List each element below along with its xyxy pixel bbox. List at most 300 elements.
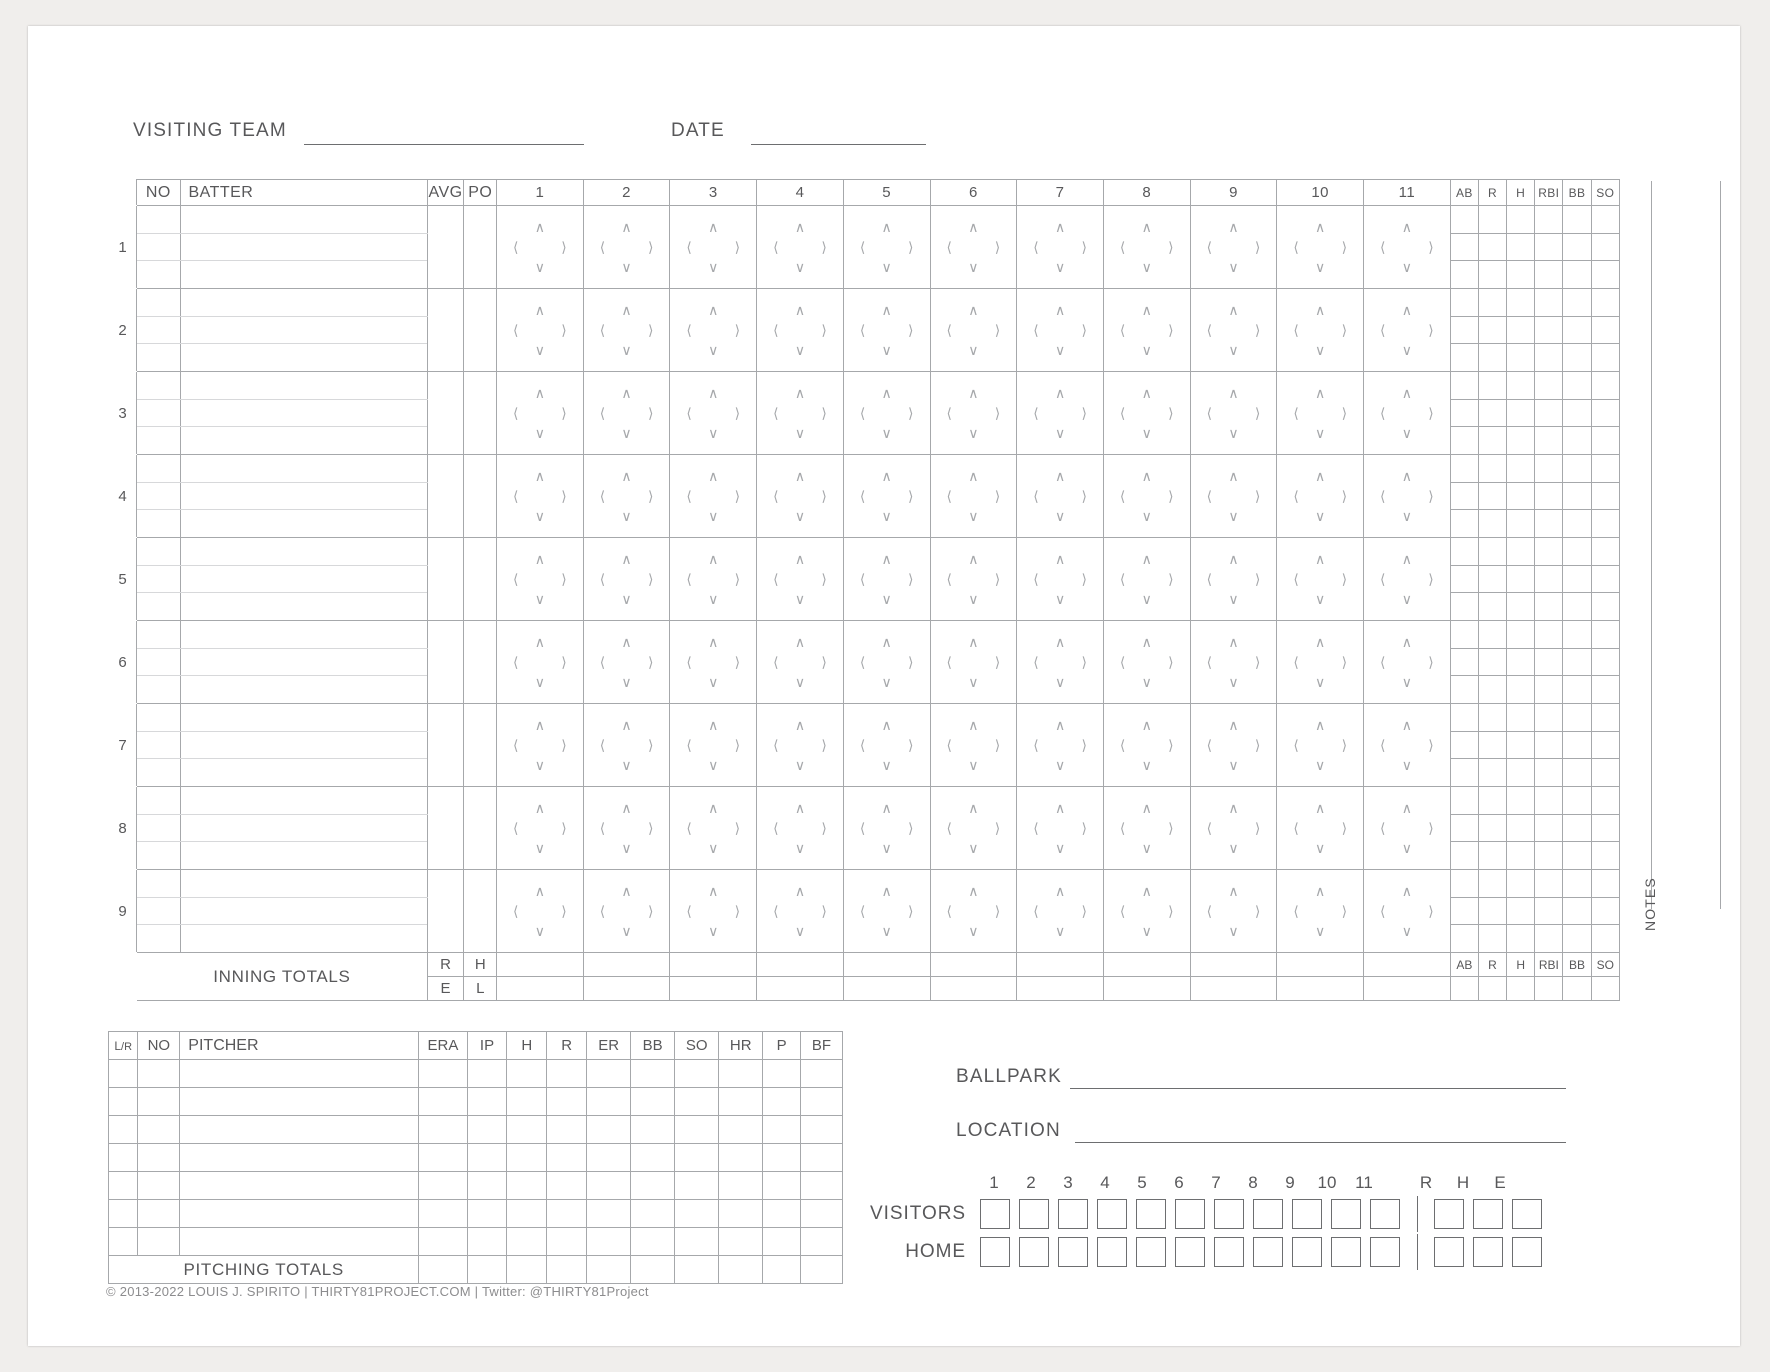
cell-stat-rbi[interactable] [1535,787,1563,815]
cell-inning-9[interactable] [1190,289,1277,372]
cell-inning-5[interactable] [843,870,930,953]
cell-batter-name[interactable] [180,233,427,261]
cell-stat-bb[interactable] [1563,538,1591,566]
cell-player-no[interactable] [137,261,180,289]
cell-stat-so[interactable] [1591,648,1619,676]
cell-pitching-p[interactable] [763,1144,801,1172]
cell-stat-ab[interactable] [1450,261,1478,289]
cell-stat-rbi[interactable] [1535,731,1563,759]
cell-stat-rbi[interactable] [1535,482,1563,510]
cell-inning-1[interactable] [497,704,584,787]
cell-pitching-bb[interactable] [631,1116,675,1144]
cell-stat-so[interactable] [1591,482,1619,510]
cell-batter-name[interactable] [180,704,427,732]
visitors-inning-6-box[interactable] [1175,1199,1205,1229]
cell-stat-rbi[interactable] [1535,870,1563,898]
cell-inning-6[interactable] [930,372,1017,455]
cell-stat-ab[interactable] [1450,593,1478,621]
cell-pitching-so[interactable] [675,1200,719,1228]
cell-inning-2[interactable] [583,206,670,289]
cell-inning-8[interactable] [1103,621,1190,704]
cell-inning-7[interactable] [1017,870,1104,953]
cell-batter-name[interactable] [180,925,427,953]
cell-pitching-era[interactable] [419,1172,467,1200]
cell-stat-h[interactable] [1507,399,1535,427]
cell-pitching-hr[interactable] [719,1088,763,1116]
cell-pitching-era[interactable] [419,1088,467,1116]
cell-stat-ab[interactable] [1450,565,1478,593]
cell-stat-h[interactable] [1507,731,1535,759]
cell-pitching-h[interactable] [507,1088,547,1116]
cell-stat-so[interactable] [1591,399,1619,427]
cell-inning-7[interactable] [1017,206,1104,289]
home-inning-9-box[interactable] [1292,1237,1322,1267]
cell-pitching-total-era[interactable] [419,1256,467,1284]
cell-inning-10[interactable] [1277,787,1364,870]
cell-player-no[interactable] [137,870,180,898]
cell-stat-bb[interactable] [1563,704,1591,732]
cell-stat-bb[interactable] [1563,427,1591,455]
cell-pitching-no[interactable] [138,1200,180,1228]
cell-inning-7[interactable] [1017,372,1104,455]
cell-inning-total-7[interactable] [1017,953,1104,977]
cell-inning-10[interactable] [1277,372,1364,455]
cell-stat-so[interactable] [1591,787,1619,815]
cell-stat-bb[interactable] [1563,787,1591,815]
cell-stat-rbi[interactable] [1535,759,1563,787]
cell-team-total-so[interactable] [1591,977,1619,1001]
home-inning-7-box[interactable] [1214,1237,1244,1267]
cell-stat-ab[interactable] [1450,233,1478,261]
cell-stat-ab[interactable] [1450,925,1478,953]
cell-inning-2[interactable] [583,704,670,787]
cell-inning-6[interactable] [930,621,1017,704]
cell-inning-total-3[interactable] [670,953,757,977]
cell-stat-h[interactable] [1507,538,1535,566]
cell-stat-ab[interactable] [1450,814,1478,842]
cell-stat-h[interactable] [1507,427,1535,455]
cell-inning-2[interactable] [583,289,670,372]
cell-stat-so[interactable] [1591,621,1619,649]
cell-stat-ab[interactable] [1450,676,1478,704]
cell-pitching-p[interactable] [763,1060,801,1088]
ballpark-input[interactable] [1070,1088,1566,1089]
cell-stat-r[interactable] [1478,731,1506,759]
cell-inning-total-2[interactable] [583,977,670,1001]
cell-stat-r[interactable] [1478,870,1506,898]
cell-inning-4[interactable] [757,538,844,621]
cell-pitching-bb[interactable] [631,1144,675,1172]
cell-pitching-total-bf[interactable] [800,1256,842,1284]
cell-pitching-h[interactable] [507,1200,547,1228]
cell-stat-rbi[interactable] [1535,372,1563,400]
cell-stat-r[interactable] [1478,621,1506,649]
cell-inning-5[interactable] [843,289,930,372]
cell-stat-r[interactable] [1478,759,1506,787]
cell-stat-r[interactable] [1478,289,1506,317]
cell-pitching-er[interactable] [587,1144,631,1172]
cell-pitching-hr[interactable] [719,1172,763,1200]
visitors-inning-4-box[interactable] [1097,1199,1127,1229]
cell-inning-9[interactable] [1190,870,1277,953]
cell-pitching-pitcher[interactable] [180,1228,419,1256]
cell-pitching-hr[interactable] [719,1144,763,1172]
cell-stat-h[interactable] [1507,233,1535,261]
cell-stat-so[interactable] [1591,925,1619,953]
cell-pitching-ip[interactable] [467,1200,507,1228]
cell-pitching-era[interactable] [419,1200,467,1228]
cell-batter-name[interactable] [180,593,427,621]
cell-pitching-er[interactable] [587,1228,631,1256]
cell-stat-so[interactable] [1591,565,1619,593]
cell-stat-r[interactable] [1478,538,1506,566]
cell-batter-name[interactable] [180,372,427,400]
cell-pitching-so[interactable] [675,1172,719,1200]
cell-player-no[interactable] [137,759,180,787]
cell-stat-r[interactable] [1478,593,1506,621]
cell-inning-7[interactable] [1017,787,1104,870]
cell-stat-ab[interactable] [1450,372,1478,400]
cell-inning-5[interactable] [843,455,930,538]
cell-stat-so[interactable] [1591,510,1619,538]
cell-inning-11[interactable] [1364,206,1451,289]
cell-inning-total-5[interactable] [843,977,930,1001]
cell-stat-ab[interactable] [1450,648,1478,676]
cell-stat-rbi[interactable] [1535,261,1563,289]
cell-stat-rbi[interactable] [1535,897,1563,925]
cell-inning-7[interactable] [1017,621,1104,704]
cell-batter-name[interactable] [180,344,427,372]
cell-player-no[interactable] [137,482,180,510]
cell-stat-rbi[interactable] [1535,538,1563,566]
cell-inning-3[interactable] [670,621,757,704]
cell-inning-2[interactable] [583,787,670,870]
cell-inning-total-5[interactable] [843,953,930,977]
cell-team-total-h[interactable] [1507,977,1535,1001]
cell-player-no[interactable] [137,206,180,234]
cell-pitching-pitcher[interactable] [180,1088,419,1116]
cell-batter-name[interactable] [180,759,427,787]
cell-inning-10[interactable] [1277,538,1364,621]
cell-avg[interactable] [427,870,464,953]
cell-inning-4[interactable] [757,704,844,787]
cell-batter-name[interactable] [180,206,427,234]
cell-inning-total-11[interactable] [1364,977,1451,1001]
cell-player-no[interactable] [137,925,180,953]
cell-inning-6[interactable] [930,870,1017,953]
cell-pitching-no[interactable] [138,1144,180,1172]
cell-pitching-bb[interactable] [631,1228,675,1256]
cell-inning-4[interactable] [757,289,844,372]
cell-stat-bb[interactable] [1563,399,1591,427]
cell-inning-3[interactable] [670,787,757,870]
cell-inning-total-4[interactable] [757,953,844,977]
cell-inning-8[interactable] [1103,455,1190,538]
cell-inning-6[interactable] [930,289,1017,372]
cell-stat-ab[interactable] [1450,842,1478,870]
cell-po[interactable] [464,704,497,787]
cell-player-no[interactable] [137,233,180,261]
cell-pitching-ip[interactable] [467,1088,507,1116]
cell-inning-total-8[interactable] [1103,977,1190,1001]
cell-inning-5[interactable] [843,787,930,870]
cell-stat-h[interactable] [1507,510,1535,538]
cell-pitching-hr[interactable] [719,1060,763,1088]
cell-inning-9[interactable] [1190,538,1277,621]
cell-stat-r[interactable] [1478,455,1506,483]
cell-stat-h[interactable] [1507,289,1535,317]
cell-inning-8[interactable] [1103,787,1190,870]
cell-stat-ab[interactable] [1450,206,1478,234]
cell-stat-so[interactable] [1591,316,1619,344]
cell-pitching-bf[interactable] [800,1116,842,1144]
cell-inning-1[interactable] [497,455,584,538]
cell-pitching-so[interactable] [675,1116,719,1144]
cell-inning-2[interactable] [583,455,670,538]
cell-po[interactable] [464,787,497,870]
cell-pitching-r[interactable] [547,1228,587,1256]
cell-pitching-er[interactable] [587,1116,631,1144]
cell-stat-h[interactable] [1507,316,1535,344]
cell-pitching-er[interactable] [587,1088,631,1116]
cell-stat-rbi[interactable] [1535,455,1563,483]
cell-avg[interactable] [427,206,464,289]
cell-stat-rbi[interactable] [1535,814,1563,842]
cell-stat-so[interactable] [1591,731,1619,759]
cell-inning-9[interactable] [1190,455,1277,538]
cell-pitching-bf[interactable] [800,1144,842,1172]
cell-stat-r[interactable] [1478,814,1506,842]
cell-inning-total-6[interactable] [930,953,1017,977]
cell-pitching-h[interactable] [507,1144,547,1172]
cell-inning-total-8[interactable] [1103,953,1190,977]
cell-inning-total-10[interactable] [1277,977,1364,1001]
cell-inning-5[interactable] [843,704,930,787]
cell-stat-rbi[interactable] [1535,510,1563,538]
cell-stat-rbi[interactable] [1535,648,1563,676]
cell-stat-ab[interactable] [1450,731,1478,759]
cell-stat-so[interactable] [1591,427,1619,455]
cell-stat-ab[interactable] [1450,870,1478,898]
cell-player-no[interactable] [137,621,180,649]
cell-stat-r[interactable] [1478,344,1506,372]
cell-stat-ab[interactable] [1450,621,1478,649]
cell-batter-name[interactable] [180,842,427,870]
home-inning-4-box[interactable] [1097,1237,1127,1267]
cell-pitching-p[interactable] [763,1228,801,1256]
cell-player-no[interactable] [137,897,180,925]
cell-inning-total-10[interactable] [1277,953,1364,977]
cell-inning-8[interactable] [1103,289,1190,372]
cell-inning-total-11[interactable] [1364,953,1451,977]
cell-inning-10[interactable] [1277,870,1364,953]
cell-player-no[interactable] [137,704,180,732]
cell-player-no[interactable] [137,593,180,621]
cell-pitching-ip[interactable] [467,1172,507,1200]
visitors-inning-10-box[interactable] [1331,1199,1361,1229]
cell-pitching-r[interactable] [547,1060,587,1088]
cell-pitching-pitcher[interactable] [180,1144,419,1172]
cell-inning-9[interactable] [1190,704,1277,787]
cell-player-no[interactable] [137,399,180,427]
cell-batter-name[interactable] [180,621,427,649]
cell-stat-h[interactable] [1507,676,1535,704]
cell-pitching-bb[interactable] [631,1088,675,1116]
cell-inning-3[interactable] [670,538,757,621]
cell-inning-10[interactable] [1277,206,1364,289]
cell-stat-r[interactable] [1478,842,1506,870]
cell-player-no[interactable] [137,676,180,704]
cell-team-total-ab[interactable] [1450,977,1478,1001]
cell-pitching-total-ip[interactable] [467,1256,507,1284]
cell-player-no[interactable] [137,316,180,344]
cell-stat-r[interactable] [1478,676,1506,704]
cell-pitching-no[interactable] [138,1228,180,1256]
cell-stat-so[interactable] [1591,842,1619,870]
cell-inning-2[interactable] [583,870,670,953]
cell-inning-7[interactable] [1017,455,1104,538]
cell-stat-r[interactable] [1478,565,1506,593]
cell-stat-bb[interactable] [1563,261,1591,289]
cell-pitching-r[interactable] [547,1116,587,1144]
cell-inning-11[interactable] [1364,372,1451,455]
cell-stat-bb[interactable] [1563,482,1591,510]
cell-inning-3[interactable] [670,870,757,953]
cell-pitching-so[interactable] [675,1088,719,1116]
cell-pitching-ip[interactable] [467,1060,507,1088]
cell-inning-9[interactable] [1190,206,1277,289]
cell-pitching-bf[interactable] [800,1088,842,1116]
cell-avg[interactable] [427,372,464,455]
cell-avg[interactable] [427,704,464,787]
cell-inning-6[interactable] [930,787,1017,870]
cell-pitching-so[interactable] [675,1144,719,1172]
cell-pitching-total-hr[interactable] [719,1256,763,1284]
cell-stat-h[interactable] [1507,344,1535,372]
cell-pitching-total-bb[interactable] [631,1256,675,1284]
home-inning-11-box[interactable] [1370,1237,1400,1267]
cell-batter-name[interactable] [180,565,427,593]
home-inning-8-box[interactable] [1253,1237,1283,1267]
cell-pitching-h[interactable] [507,1060,547,1088]
home-inning-2-box[interactable] [1019,1237,1049,1267]
cell-stat-h[interactable] [1507,482,1535,510]
cell-stat-bb[interactable] [1563,925,1591,953]
cell-stat-h[interactable] [1507,925,1535,953]
cell-player-no[interactable] [137,814,180,842]
cell-stat-ab[interactable] [1450,427,1478,455]
cell-stat-r[interactable] [1478,316,1506,344]
cell-player-no[interactable] [137,842,180,870]
cell-stat-bb[interactable] [1563,289,1591,317]
cell-stat-h[interactable] [1507,372,1535,400]
home-total-r-box[interactable] [1434,1237,1464,1267]
cell-stat-rbi[interactable] [1535,206,1563,234]
cell-pitching-total-r[interactable] [547,1256,587,1284]
cell-stat-h[interactable] [1507,842,1535,870]
cell-stat-h[interactable] [1507,455,1535,483]
home-inning-1-box[interactable] [980,1237,1010,1267]
cell-stat-so[interactable] [1591,372,1619,400]
cell-pitching-l-r[interactable] [109,1060,138,1088]
cell-stat-bb[interactable] [1563,676,1591,704]
cell-inning-8[interactable] [1103,372,1190,455]
cell-pitching-pitcher[interactable] [180,1200,419,1228]
cell-pitching-ip[interactable] [467,1144,507,1172]
cell-batter-name[interactable] [180,510,427,538]
cell-pitching-hr[interactable] [719,1228,763,1256]
cell-po[interactable] [464,289,497,372]
cell-inning-8[interactable] [1103,538,1190,621]
cell-inning-11[interactable] [1364,621,1451,704]
cell-inning-10[interactable] [1277,455,1364,538]
cell-player-no[interactable] [137,344,180,372]
visitors-total-e-box[interactable] [1512,1199,1542,1229]
cell-inning-3[interactable] [670,704,757,787]
cell-stat-bb[interactable] [1563,814,1591,842]
cell-stat-bb[interactable] [1563,648,1591,676]
cell-inning-11[interactable] [1364,538,1451,621]
cell-inning-11[interactable] [1364,289,1451,372]
cell-pitching-era[interactable] [419,1228,467,1256]
cell-pitching-r[interactable] [547,1144,587,1172]
cell-pitching-hr[interactable] [719,1116,763,1144]
cell-pitching-era[interactable] [419,1060,467,1088]
cell-stat-h[interactable] [1507,565,1535,593]
visitors-inning-2-box[interactable] [1019,1199,1049,1229]
cell-pitching-l-r[interactable] [109,1144,138,1172]
cell-stat-ab[interactable] [1450,399,1478,427]
cell-pitching-bb[interactable] [631,1172,675,1200]
cell-pitching-no[interactable] [138,1060,180,1088]
cell-stat-r[interactable] [1478,897,1506,925]
cell-inning-4[interactable] [757,372,844,455]
cell-inning-total-7[interactable] [1017,977,1104,1001]
cell-inning-5[interactable] [843,538,930,621]
cell-batter-name[interactable] [180,538,427,566]
cell-batter-name[interactable] [180,289,427,317]
cell-stat-h[interactable] [1507,593,1535,621]
cell-stat-bb[interactable] [1563,842,1591,870]
cell-inning-total-1[interactable] [497,953,584,977]
cell-stat-h[interactable] [1507,897,1535,925]
cell-inning-4[interactable] [757,787,844,870]
cell-inning-4[interactable] [757,455,844,538]
cell-stat-bb[interactable] [1563,870,1591,898]
cell-stat-so[interactable] [1591,455,1619,483]
cell-stat-bb[interactable] [1563,593,1591,621]
cell-pitching-l-r[interactable] [109,1116,138,1144]
cell-stat-rbi[interactable] [1535,676,1563,704]
cell-stat-rbi[interactable] [1535,233,1563,261]
cell-pitching-p[interactable] [763,1116,801,1144]
cell-stat-so[interactable] [1591,704,1619,732]
cell-pitching-pitcher[interactable] [180,1116,419,1144]
location-input[interactable] [1075,1142,1566,1143]
cell-player-no[interactable] [137,372,180,400]
cell-pitching-pitcher[interactable] [180,1060,419,1088]
visitors-total-r-box[interactable] [1434,1199,1464,1229]
cell-inning-11[interactable] [1364,704,1451,787]
cell-po[interactable] [464,621,497,704]
cell-stat-r[interactable] [1478,925,1506,953]
cell-po[interactable] [464,870,497,953]
cell-stat-bb[interactable] [1563,565,1591,593]
cell-stat-h[interactable] [1507,814,1535,842]
cell-stat-rbi[interactable] [1535,565,1563,593]
cell-stat-bb[interactable] [1563,372,1591,400]
cell-batter-name[interactable] [180,482,427,510]
